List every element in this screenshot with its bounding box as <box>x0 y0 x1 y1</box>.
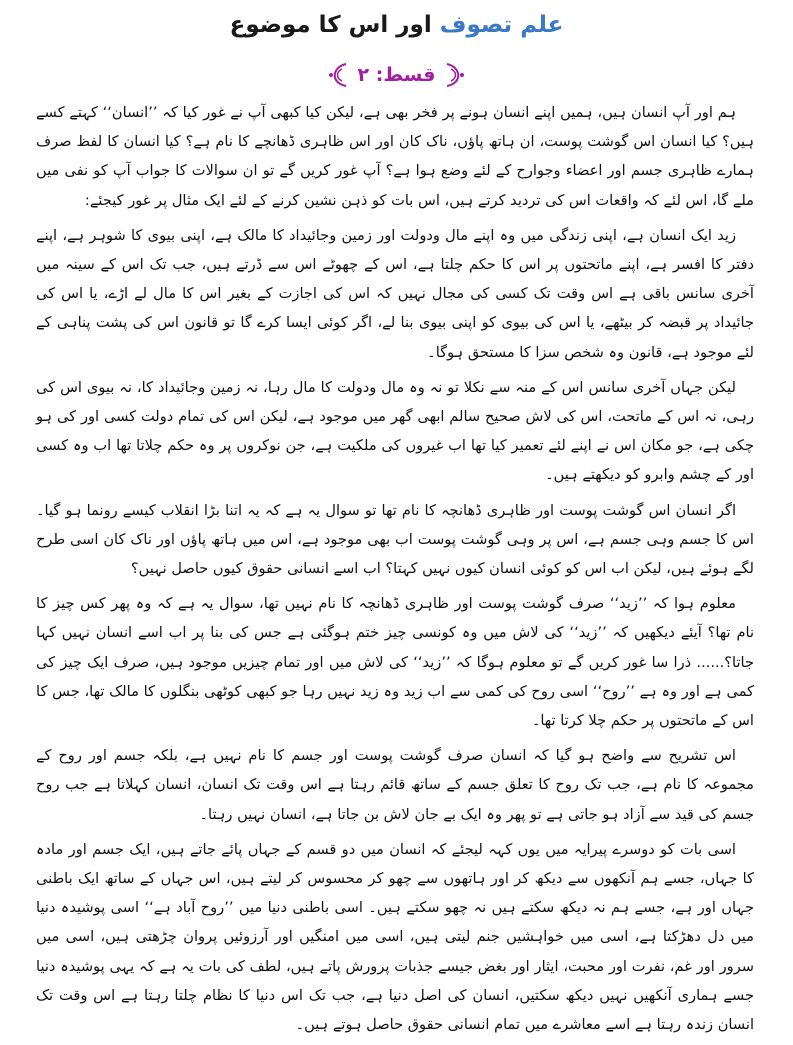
paragraph-7: اسی بات کو دوسرے پیرایہ میں یوں کہہ لیجئے کہ انسان میں دو قسم کے جہاں پائے جاتے ہیں، ایک جسم اور مادہ کا جہاں، جسے ہم آنکھوں سے دیکھ کر اور ہاتھوں سے چھو کر محسوس کر لیتے ہیں، اس جہاں کے ساتھ ایک باطنی جہاں اور ہے، جسے ہم نہ دیکھ سکتے ہیں نہ چھو سکتے ہیں۔ اسی باطنی دنیا میں ’’روح آباد ہے‘‘ اسی پوشیدہ دنیا میں دل دھڑکتا ہے، اسی میں خواہشیں جنم لیتی ہیں، اسی میں امنگیں اور آرزوئیں پروان چڑھتی ہیں، اسی میں سرور اور غم، نفرت اور محبت، ایثار اور بغض جیسے جذبات پرورش پاتے ہیں، لطف کی بات یہ ہے کہ یہی پوشیدہ دنیا جسے ہماری آنکھیں نہیں دیکھ سکتیں، انسان کی اصل دنیا ہے، جب تک اس دنیا کا نظام چلتا رہتا ہے اس وقت تک انسان زندہ رہتا ہے اسے معاشرے میں تمام انسانی حقوق حاصل ہوتے ہیں۔ <box>36 840 754 1034</box>
ornament-right-icon <box>441 61 469 89</box>
article-body <box>36 98 754 1045</box>
article-title <box>0 8 793 42</box>
title-accent: علم تصوف <box>439 12 564 38</box>
paragraph-4: اگر انسان اس گوشت پوست اور ظاہری ڈھانچہ کا نام تھا تو سوال یہ ہے کہ یہ اتنا بڑا انقلاب کیسے رونما ہو گیا۔ اس کا جسم وہی جسم ہے، اس پر وہی گوشت پوست اب بھی موجود ہے، اس میں ہاتھ پاؤں اور ناک کان اسی طرح لگے ہوئے ہیں، لیکن اب اس کو کوئی انسان کیوں نہیں کہتا؟ اب اسے انسانی حقوق کیوں حاصل نہیں؟ <box>36 501 754 578</box>
episode-label: قسط: ۲ <box>357 64 436 86</box>
paragraph-5: معلوم ہوا کہ ’’زید‘‘ صرف گوشت پوست اور ظاہری ڈھانچہ کا نام نہیں تھا، سوال یہ ہے کہ وہ پھر کس چیز کا نام تھا؟ آیئے دیکھیں کہ ’’زید‘‘ کی لاش میں وہ کونسی چیز ختم ہوگئی ہے جس کی بنا پر اب اسے انسان نہیں کہا جاتا؟...... ذرا سا غور کریں گے تو معلوم ہوگا کہ ’’زید‘‘ کی لاش میں اور تمام چیزیں موجود ہیں، صرف ایک چیز کی کمی ہے اور وہ ہے ’’روح‘‘ اسی روح کی کمی سے اب زید وہ زید نہیں رہا جو کبھی کوٹھی بنگلوں کا مالک تھا، جس کا اس کے ماتحتوں پر حکم چلا کرتا تھا۔ <box>36 595 754 730</box>
ornament-left-icon <box>324 61 352 89</box>
paragraph-2: زید ایک انسان ہے، اپنی زندگی میں وہ اپنے مال ودولت اور زمین وجائیداد کا مالک ہے، اپنی بیوی کا شوہر ہے، اپنے دفتر کا افسر ہے، اپنے ماتحتوں پر اس کا حکم چلتا ہے، اس کے چھوٹے اس سے ڈرتے ہیں، جب تک اس کے سینہ میں آخری سانس باقی ہے اس وقت تک کسی کی مجال نہیں کہ اس کی اجازت کے بغیر اس کا مال لے اڑے، یا اس کی جائیداد پر قبضہ کر بیٹھے، یا اس کی بیوی کو اپنی بیوی بنا لے، اگر کوئی ایسا کرے گا تو قانون اس کی پشت پناہی کے لئے موجود ہے، قانون وہ شخص سزا کا مستحق ہوگا۔ <box>36 226 754 361</box>
paragraph-6: اس تشریح سے واضح ہو گیا کہ انسان صرف گوشت پوست اور جسم کا نام نہیں ہے، بلکہ جسم اور روح کے مجموعہ کا نام ہے، جب تک روح کا تعلق جسم کے ساتھ قائم رہتا ہے اس وقت تک انسان، انسان کہلاتا ہے جب روح جسم کی قید سے آزاد ہو جاتی ہے تو پھر وہ ایک بے جان لاش بن جاتا ہے، انسان نہیں رہتا۔ <box>36 747 754 823</box>
title-rest: اور اس کا موضوع <box>229 12 440 38</box>
episode-banner <box>0 58 793 94</box>
paragraph-3: لیکن جہاں آخری سانس اس کے منہ سے نکلا تو نہ وہ مال ودولت کا مال رہا، نہ زمین وجائیداد کا، نہ بیوی اس کی رہی، نہ اس کے ماتحت، اس کی لاش صحیح سالم ابھی گھر میں موجود ہے، لیکن اس کی تمام دولت کسی اور کی ہو چکی ہے، جو مکان اس نے اپنے لئے تعمیر کیا تھا اب غیروں کی ملکیت ہے، جن نوکروں پر وہ حکم چلاتا تھا اب وہ کسی اور کے چشم وابرو کو دیکھتے ہیں۔ <box>36 378 754 484</box>
episode-frame <box>324 58 470 92</box>
paragraph-1: ہم اور آپ انسان ہیں، ہمیں اپنے انسان ہونے پر فخر بھی ہے، لیکن کیا کبھی آپ نے غور کیا کہ ’’انسان‘‘ کہتے کسے ہیں؟ کیا انسان اس گوشت پوست، ان ہاتھ پاؤں، ناک کان اور اس ظاہری ڈھانچے کا نام ہے؟ کیا انسان کا لفظ صرف ہمارے ظاہری جسم اور اعضاء وجوارح کے لئے وضع ہوا ہے؟ آپ غور کریں گے تو ان سوالات کا جواب آپ کو نفی میں ملے گا، اس لئے کہ واقعات اس کی تردید کرتے ہیں، اس بات کو ذہن نشین کرنے کے لئے ایک مثال پر غور کیجئے: <box>36 104 754 209</box>
